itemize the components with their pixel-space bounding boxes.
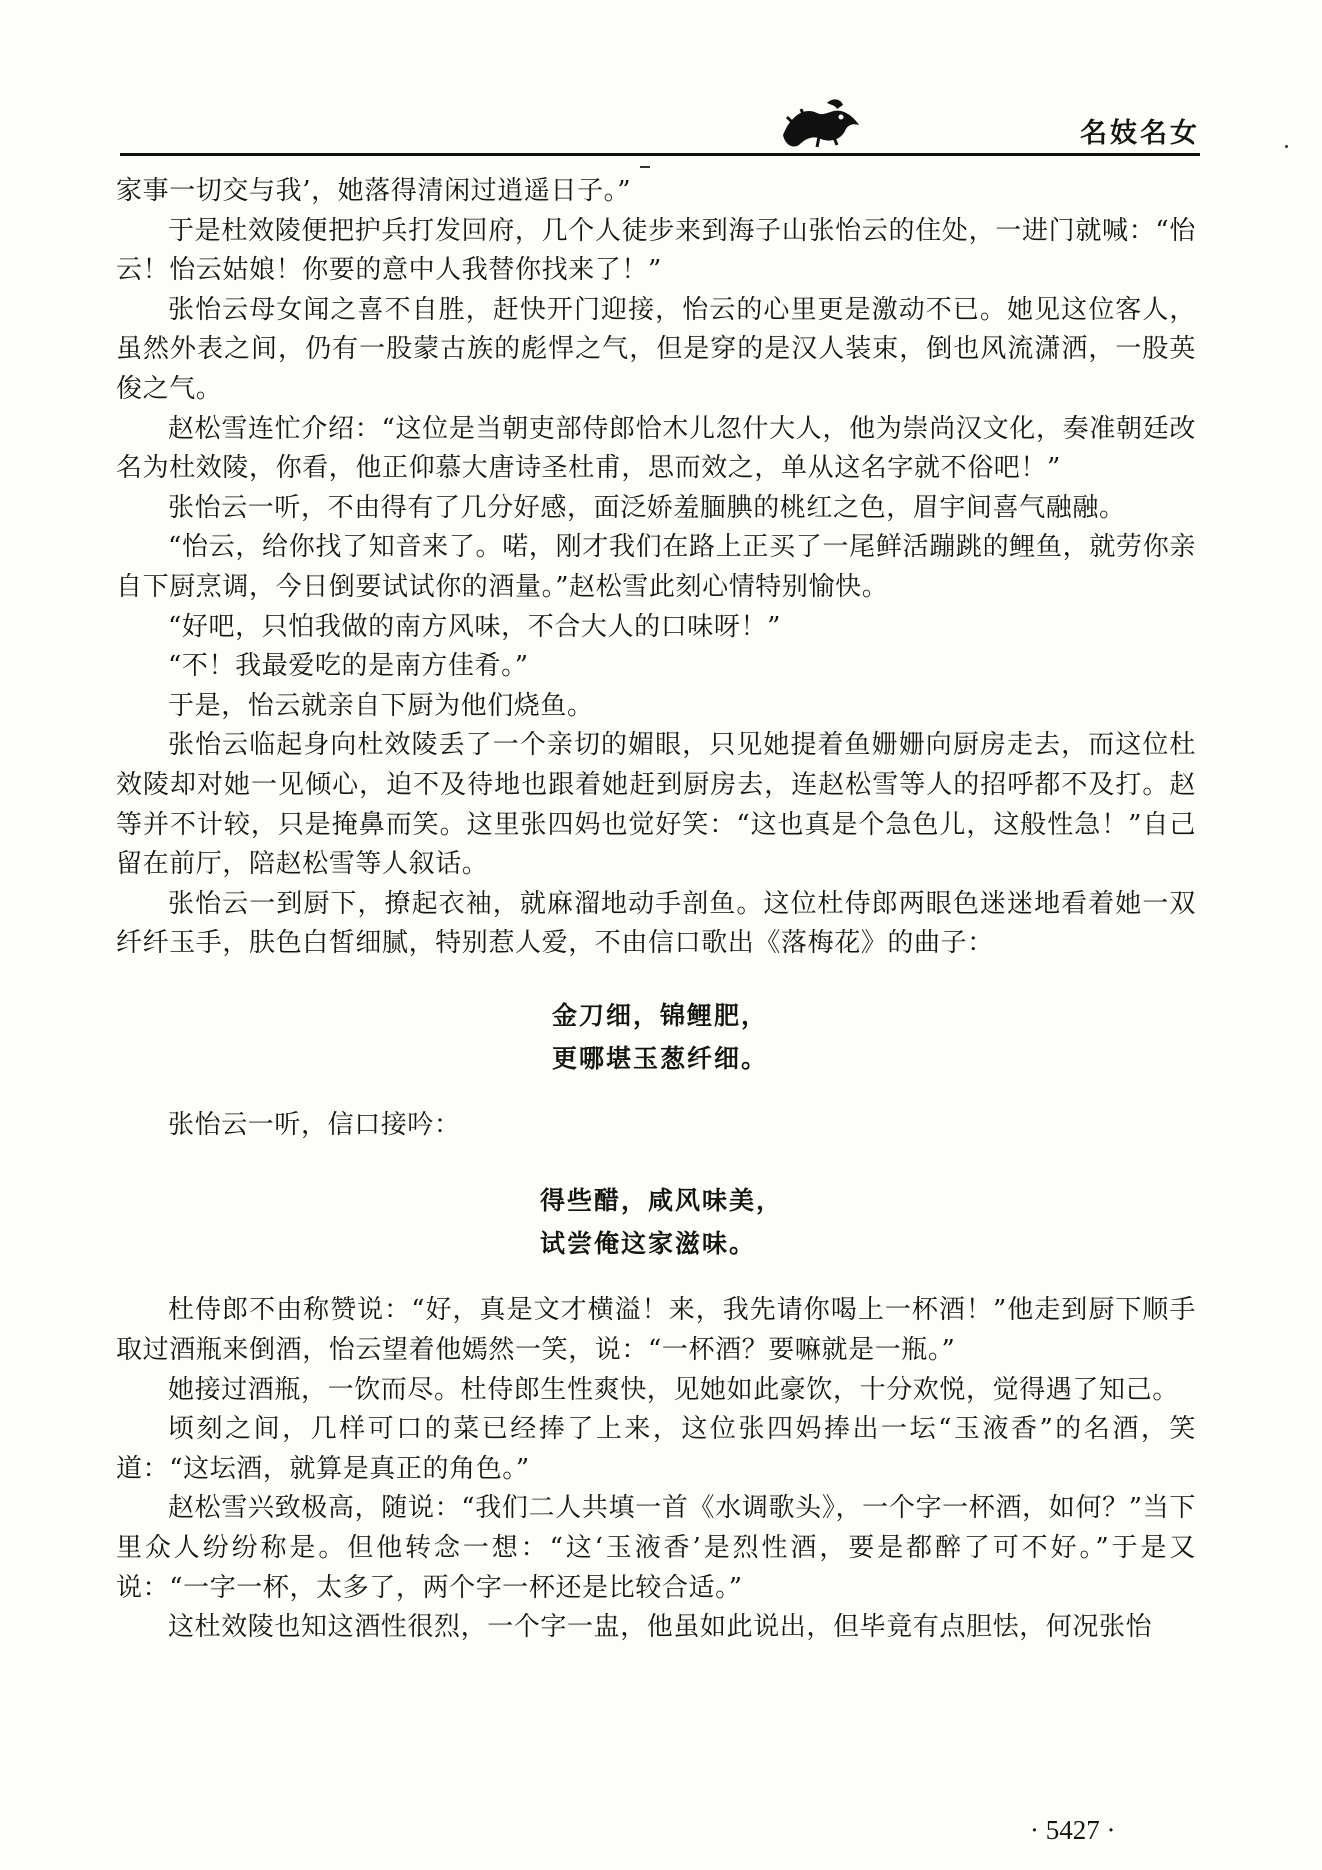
verse-block [116,1179,1196,1265]
paragraph: 顷刻之间，几样可口的菜已经捧了上来，这位张四妈捧出一坛“玉液香”的名酒，笑道：“这坛酒，就算是真正的角色。” [116,1414,1196,1484]
running-header [120,95,1200,155]
section-title: 名妓名女 [1080,118,1200,149]
speck [640,166,650,168]
verse-line: 金刀细，锦鲤肥， [552,1000,769,1030]
paragraph: 赵松雪兴致极高，随说：“我们二人共填一首《水调歌头》，一个字一杯酒，如何？”当下里众人纷纷称是。但他转念一想：“这‘玉液香’是烈性酒，要是都醉了可不好。”于是又说：“一字一杯，太多了，两个字一杯还是比较合适。” [116,1493,1196,1603]
paragraph: 于是杜效陵便把护兵打发回府，几个人徒步来到海子山张怡云的住处，一进门就喊：“怡云！怡云姑娘！你要的意中人我替你找来了！” [116,215,1196,286]
verse-line: 得些醋，咸风味美， [540,1186,784,1216]
verse-block [116,994,1196,1080]
paragraph: 家事一切交与我’，她落得清闲过逍遥日子。” [116,176,632,206]
body-text [116,172,1196,1648]
paragraph: “好吧，只怕我做的南方风味，不合大人的口味呀！” [168,611,781,642]
page-number: · 5427 · [1030,1815,1116,1845]
paragraph: 杜侍郎不由称赞说：“好，真是文才横溢！来，我先请你喝上一杯酒！”他走到厨下顺手取过酒瓶来倒酒，怡云望着他嫣然一笑，说：“一杯酒？要嘛就是一瓶。” [116,1295,1196,1366]
speck [1285,145,1288,148]
header-rule [120,153,1200,156]
paragraph: 张怡云一听，不由得有了几分好感，面泛娇羞腼腆的桃红之色，眉宇间喜气融融。 [168,492,1126,523]
paragraph: “怡云，给你找了知音来了。喏，刚才我们在路上正买了一尾鲜活蹦跳的鲤鱼，就劳你亲自下厨烹调，今日倒要试试你的酒量。”赵松雪此刻心情特别愉快。 [116,532,1196,602]
paragraph: 她接过酒瓶，一饮而尽。杜侍郎生性爽快，见她如此豪饮，十分欢悦，觉得遇了知己。 [168,1374,1179,1405]
paragraph: 这杜效陵也知这酒性很烈，一个字一盅，他虽如此说出，但毕竟有点胆怯，何况张怡 [168,1612,1153,1643]
paragraph: 张怡云一到厨下，撩起衣袖，就麻溜地动手剖鱼。这位杜侍郎两眼色迷迷地看着她一双纤纤玉手，肤色白皙细腻，特别惹人爱，不由信口歌出《落梅花》的曲子： [116,888,1196,959]
verse-line: 试尝俺这家滋味。 [540,1229,757,1259]
verse-line: 更哪堪玉葱纤细。 [552,1043,769,1073]
paragraph: 张怡云母女闻之喜不自胜，赶快开门迎接，怡云的心里更是激动不已。她见这位客人，虽然外表之间，仍有一股蒙古族的彪悍之气，但是穿的是汉人装束，倒也风流潇洒，一股英俊之气。 [116,294,1196,404]
paragraph: 赵松雪连忙介绍：“这位是当朝吏部侍郎恰木儿忽什大人，他为崇尚汉文化，奏准朝廷改名为杜效陵，你看，他正仰慕大唐诗圣杜甫，思而效之，单从这名字就不俗吧！” [116,413,1196,484]
paragraph: “不！我最爱吃的是南方佳肴。” [168,651,529,682]
paragraph: 张怡云临起身向杜效陵丢了一个亲切的媚眼，只见她提着鱼姗姗向厨房走去，而这位杜效陵却对她一见倾心，迫不及待地也跟着她赶到厨房去，连赵松雪等人的招呼都不及打。赵等并不计较，只是掩鼻而笑。这里张四妈也觉好笑：“这也真是个急色儿，这般性急！”自己留在前厅，陪赵松雪等人叙话。 [116,730,1196,880]
paragraph: 张怡云一听，信口接吟： [168,1109,461,1140]
paragraph: 于是，怡云就亲自下厨为他们烧鱼。 [168,690,594,721]
dragon-icon [775,95,865,151]
